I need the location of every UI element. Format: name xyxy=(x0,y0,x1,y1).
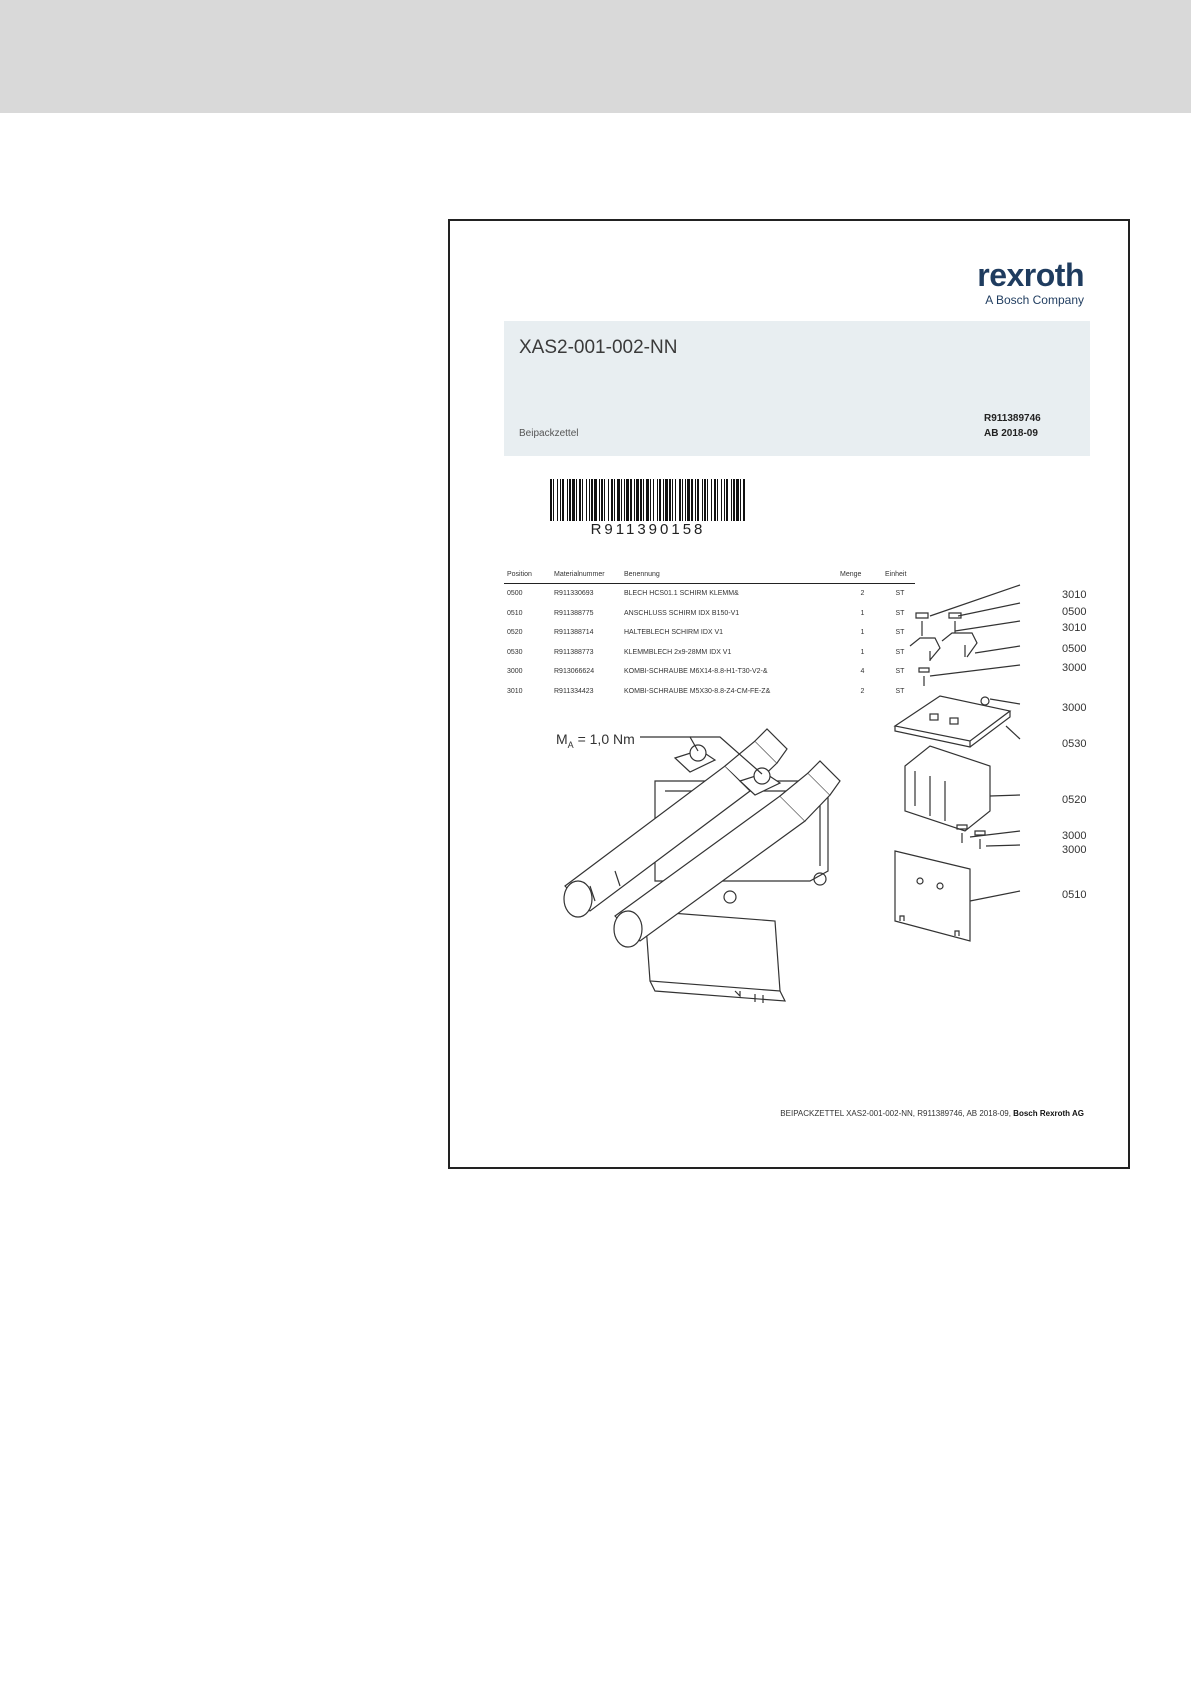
cell-materialnummer: R913066624 xyxy=(554,668,595,676)
cell-materialnummer: R911388773 xyxy=(554,648,594,656)
top-banner xyxy=(0,0,1191,113)
cell-materialnummer: R911388775 xyxy=(554,609,594,617)
cell-materialnummer: R911388714 xyxy=(554,629,594,637)
cell-materialnummer: R911330693 xyxy=(554,590,594,598)
callout-label: 3000 xyxy=(1062,662,1087,674)
cell-position: 3000 xyxy=(507,668,523,676)
footer-text: BEIPACKZETTEL XAS2-001-002-NN, R911389746, AB 2018-09, xyxy=(780,1109,1014,1118)
callout-label: 3000 xyxy=(1062,702,1087,714)
cell-benennung: HALTEBLECH SCHIRM IDX V1 xyxy=(624,629,724,637)
callout-label: 0510 xyxy=(1062,889,1087,901)
rexroth-logo xyxy=(977,259,1084,307)
document-edition: AB 2018-09 xyxy=(984,428,1038,439)
table-row xyxy=(504,604,915,624)
cell-menge: 1 xyxy=(860,609,865,617)
document-number-block xyxy=(984,411,1041,441)
page-footer xyxy=(780,1109,1084,1118)
callout-label: 3010 xyxy=(1062,622,1087,634)
cell-position: 0520 xyxy=(507,629,523,637)
torque-symbol: M xyxy=(556,731,568,747)
table-row xyxy=(504,682,915,702)
table-row xyxy=(504,643,915,663)
torque-annotation xyxy=(556,731,635,750)
cell-benennung: ANSCHLUSS SCHIRM IDX B150-V1 xyxy=(624,609,740,617)
cell-materialnummer: R911334423 xyxy=(554,687,594,695)
cell-position: 0500 xyxy=(507,590,523,598)
document-subtitle: Beipackzettel xyxy=(519,428,579,439)
cell-menge: 2 xyxy=(860,687,865,695)
cell-einheit: ST xyxy=(895,609,905,617)
callout-label: 3000 xyxy=(1062,844,1087,856)
cell-benennung: BLECH HCS01.1 SCHIRM KLEMM& xyxy=(624,590,739,598)
cell-einheit: ST xyxy=(895,590,905,598)
callout-label: 0500 xyxy=(1062,643,1087,655)
cell-benennung: KLEMMBLECH 2x9-28MM IDX V1 xyxy=(624,648,732,656)
footer-company: Bosch Rexroth AG xyxy=(1013,1109,1084,1118)
parts-table xyxy=(504,569,915,701)
cell-benennung: KOMBI-SCHRAUBE M6X14-8.8-H1-T30-V2-& xyxy=(624,668,768,676)
cell-menge: 4 xyxy=(860,668,865,676)
table-header-row xyxy=(504,569,915,584)
document-title: XAS2-001-002-NN xyxy=(519,337,678,358)
cell-einheit: ST xyxy=(895,687,905,695)
header-menge: Menge xyxy=(840,569,885,584)
logo-subtitle: A Bosch Company xyxy=(985,293,1084,307)
cell-position: 3010 xyxy=(507,687,523,695)
callout-label: 0520 xyxy=(1062,794,1087,806)
title-box xyxy=(504,321,1090,456)
callout-label: 3000 xyxy=(1062,830,1087,842)
header-position: Position xyxy=(504,569,554,584)
header-benennung: Benennung xyxy=(624,569,840,584)
cell-position: 0510 xyxy=(507,609,523,617)
table-row xyxy=(504,623,915,643)
cell-einheit: ST xyxy=(895,629,905,637)
barcode-image xyxy=(550,479,746,521)
header-einheit: Einheit xyxy=(885,569,915,584)
cell-benennung: KOMBI-SCHRAUBE M5X30-8.8-Z4-CM-FE-Z& xyxy=(624,687,771,695)
cell-einheit: ST xyxy=(895,648,905,656)
callout-label: 0530 xyxy=(1062,738,1087,750)
torque-subscript: A xyxy=(567,739,574,750)
header-materialnummer: Materialnummer xyxy=(554,569,624,584)
cell-position: 0530 xyxy=(507,648,523,656)
document-number: R911389746 xyxy=(984,413,1041,424)
cell-menge: 1 xyxy=(860,629,865,637)
table-row xyxy=(504,584,915,604)
callout-label: 3010 xyxy=(1062,589,1087,601)
document-page xyxy=(448,219,1130,1169)
cell-menge: 1 xyxy=(860,648,865,656)
cell-einheit: ST xyxy=(895,668,905,676)
table-row xyxy=(504,662,915,682)
logo-word: rexroth xyxy=(977,257,1084,293)
cell-menge: 2 xyxy=(860,590,865,598)
barcode-number: R911390158 xyxy=(590,521,706,538)
callout-label: 0500 xyxy=(1062,606,1087,618)
torque-value: = 1,0 Nm xyxy=(573,731,635,747)
